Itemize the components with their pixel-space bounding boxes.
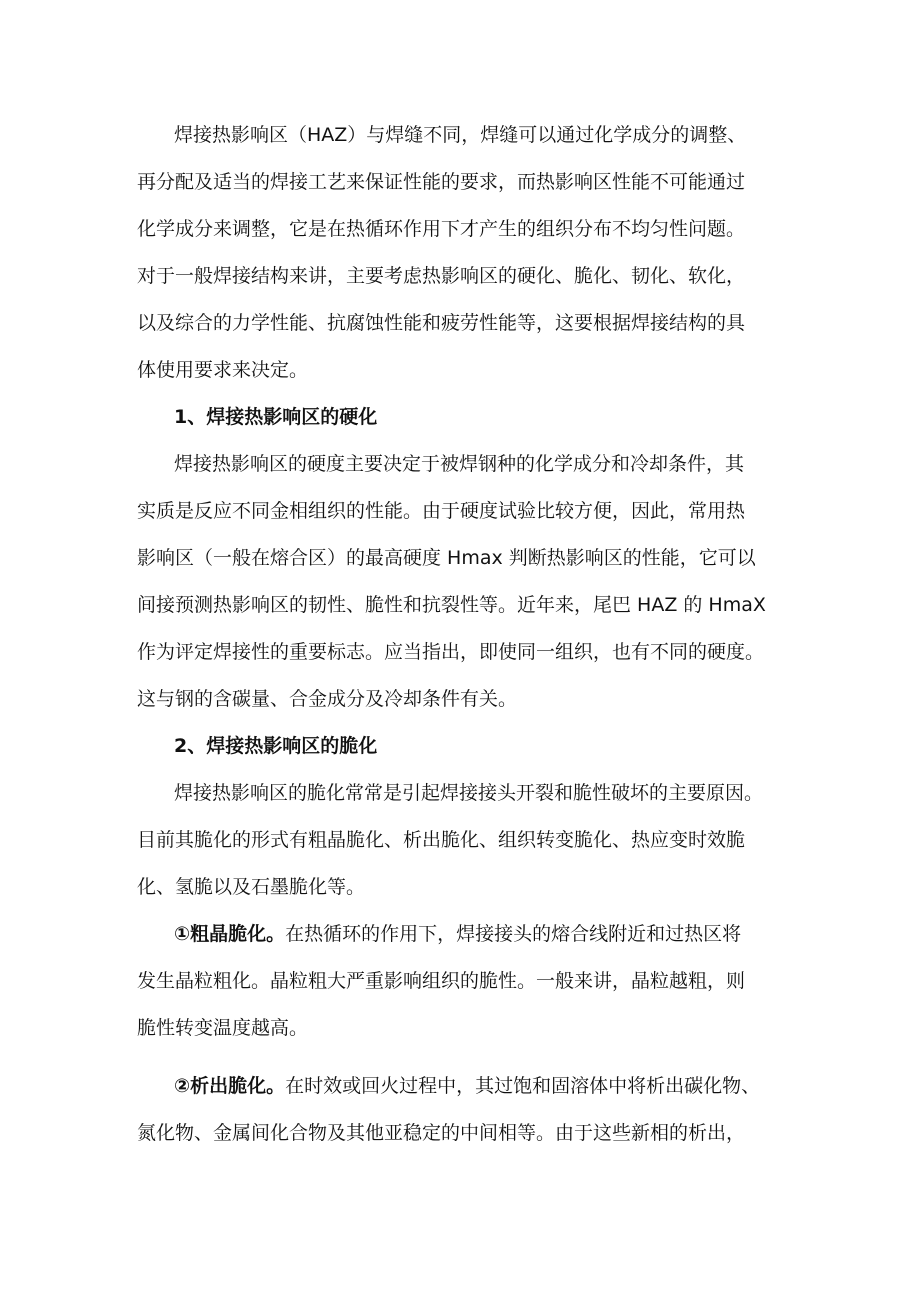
section-heading-embrittlement: 2、焊接热影响区的脆化 (174, 735, 378, 757)
coarse-grain-paragraph (137, 911, 787, 1052)
item-label: ①粗晶脆化。 (174, 923, 286, 945)
text-line: 焊接热影响区的硬度主要决定于被焊钢种的化学成分和冷却条件，其 (174, 453, 745, 475)
text-line: 以及综合的力学性能、抗腐蚀性能和疲劳性能等，这要根据焊接结构的具 (137, 312, 746, 334)
text-line: 作为评定焊接性的重要标志。应当指出，即使同一组织，也有不同的硬度。 (137, 641, 765, 663)
text-line: 间接预测热影响区的韧性、脆性和抗裂性等。近年来，尾巴 HAZ 的 HmaX (137, 594, 766, 616)
hardening-paragraph (137, 441, 787, 723)
section-heading-hardening: 1、焊接热影响区的硬化 (174, 406, 378, 428)
item-text: 在热循环的作用下，焊接接头的熔合线附近和过热区将 (285, 923, 742, 945)
text-line: 实质是反应不同金相组织的性能。由于硬度试验比较方便，因此，常用热 (137, 500, 746, 522)
text-line (137, 1063, 787, 1110)
text-line: 再分配及适当的焊接工艺来保证性能的要求，而热影响区性能不可能通过 (137, 171, 746, 193)
item-text: 在时效或回火过程中，其过饱和固溶体中将析出碳化物、 (285, 1075, 761, 1097)
text-line: 焊接热影响区（HAZ）与焊缝不同，焊缝可以通过化学成分的调整、 (174, 124, 747, 146)
document-page (137, 112, 787, 1157)
text-line: 脆性转变温度越高。 (137, 1017, 309, 1039)
text-line: 这与钢的含碳量、合金成分及冷却条件有关。 (137, 688, 518, 710)
text-line: 氮化物、金属间化合物及其他亚稳定的中间相等。由于这些新相的析出， (137, 1122, 746, 1144)
text-line: 焊接热影响区的脆化常常是引起焊接接头开裂和脆性破坏的主要原因。 (174, 782, 764, 804)
text-line: 影响区（一般在熔合区）的最高硬度 Hmax 判断热影响区的性能，它可以 (137, 547, 756, 569)
precipitation-paragraph (137, 1063, 787, 1157)
text-line: 化学成分来调整，它是在热循环作用下才产生的组织分布不均匀性问题。 (137, 218, 746, 240)
text-line: 化、氢脆以及石墨脆化等。 (137, 876, 366, 898)
text-line: 对于一般焊接结构来讲，主要考虑热影响区的硬化、脆化、韧化、软化， (137, 265, 746, 287)
text-line: 体使用要求来决定。 (137, 359, 309, 381)
paragraph-gap (137, 1052, 787, 1063)
text-line: 发生晶粒粗化。晶粒粗大严重影响组织的脆性。一般来讲，晶粒越粗，则 (137, 970, 746, 992)
text-line: 目前其脆化的形式有粗晶脆化、析出脆化、组织转变脆化、热应变时效脆 (137, 829, 746, 851)
embrittlement-paragraph (137, 770, 787, 911)
item-label: ②析出脆化。 (174, 1075, 286, 1097)
intro-paragraph (137, 112, 787, 394)
text-line (137, 911, 787, 958)
